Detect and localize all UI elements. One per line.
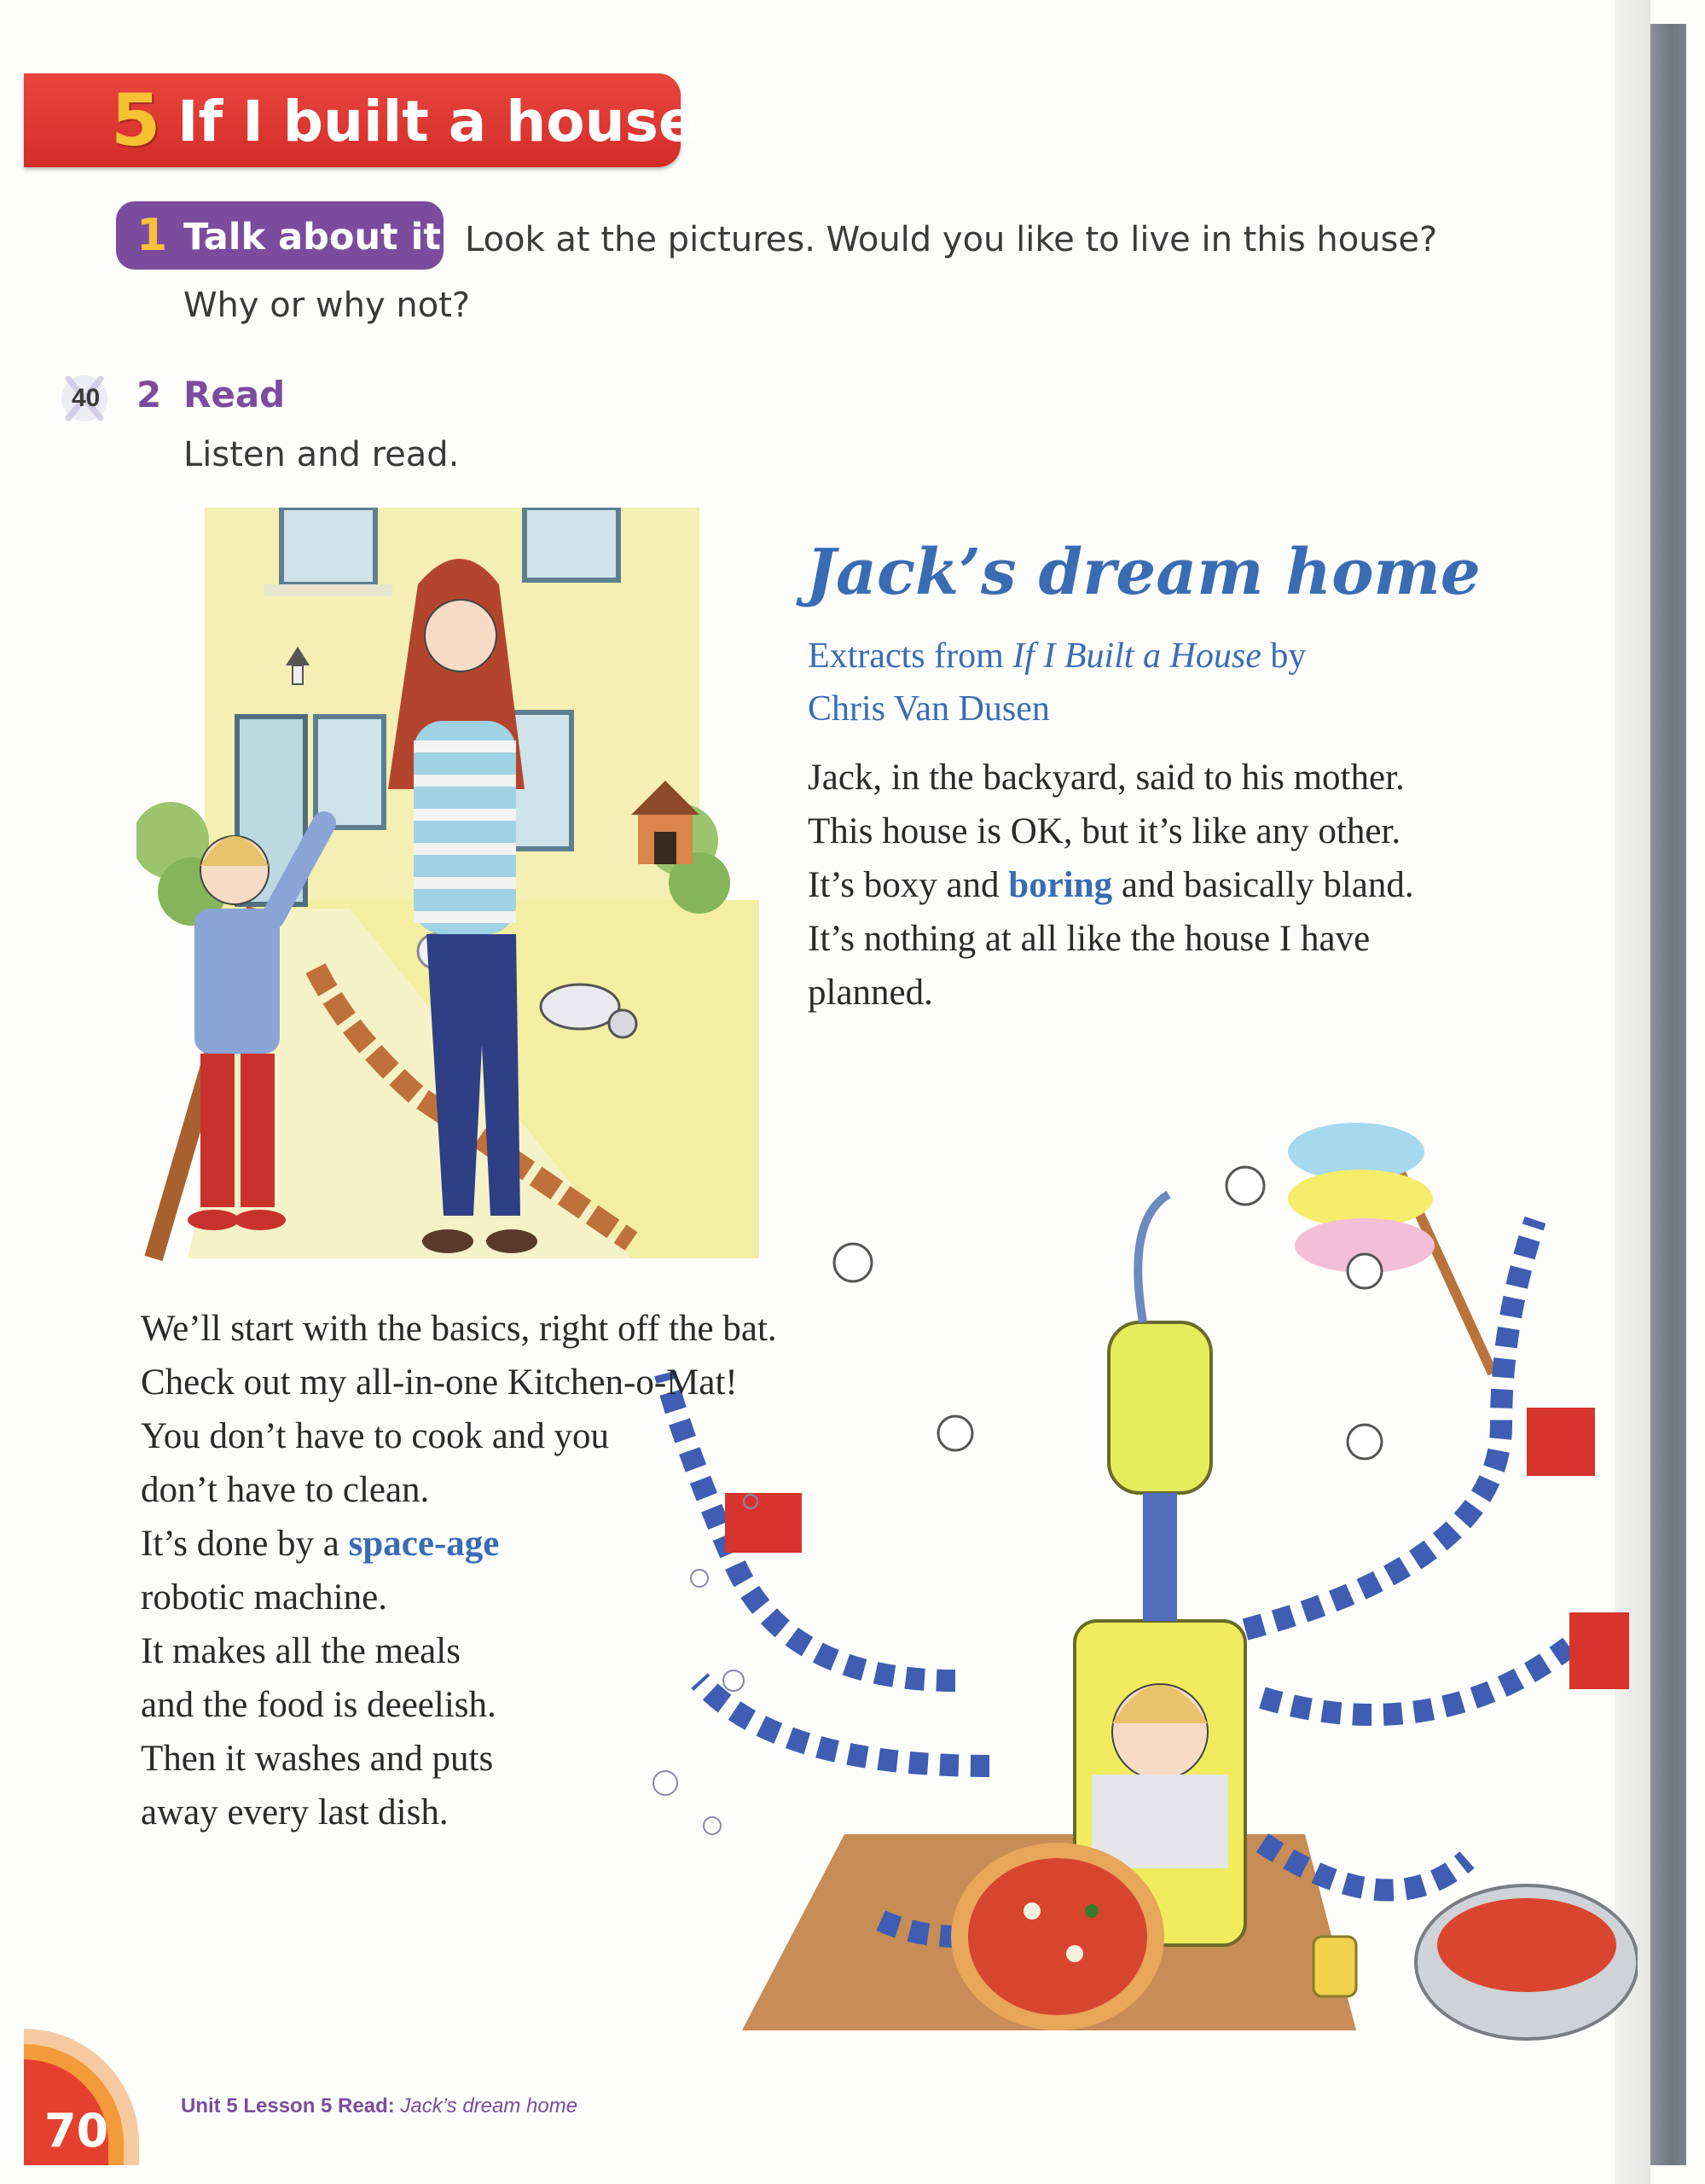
read-number: 2 [136,374,162,415]
poem-line: don’t have to clean. [141,1470,430,1510]
footer-lesson-title: Jack’s dream home [400,2094,578,2117]
page-edge-bar [1650,24,1686,2165]
poem-line: away every last dish. [141,1792,449,1833]
poem-line: It’s boxy and boring and basically bland. [808,865,1414,905]
poem-line: It’s nothing at all like the house I have [808,919,1371,959]
credit-book-title: If I Built a House [1012,636,1261,676]
read-label: Read [183,374,286,415]
talk-about-it-instruction: Look at the pictures. Would you like to live in this house? [465,220,1438,259]
poem-line: It makes all the meals [141,1631,461,1671]
audio-track-number: 40 [72,384,101,412]
poem-line: It’s done by a space-age [141,1524,500,1564]
poem-line: This house is OK, but it’s like any other. [808,811,1401,851]
poem-line: planned. [808,973,933,1013]
story-credit [808,630,1456,735]
stanza-1 [808,751,1414,1019]
talk-about-it-label: Talk about it [183,216,441,258]
story-title: Jack’s dream home [806,536,1481,609]
stanza-2 [141,1302,777,1839]
talk-about-it-instruction-2: Why or why not? [183,286,471,325]
poem-line: and the food is deeelish. [141,1685,496,1725]
keyword-space-age: space-age [348,1524,500,1564]
credit-prefix: Extracts from [808,636,1013,676]
poem-line: robotic machine. [141,1577,387,1618]
footer-lesson-ref [181,2094,577,2118]
unit-number: 5 [111,78,161,162]
poem-line: Check out my all-in-one Kitchen-o-Mat! [141,1362,738,1403]
poem-line: Then it washes and puts [141,1739,494,1779]
unit-title: If I built a house [177,89,697,154]
credit-author: Chris Van Dusen [808,689,1050,729]
talk-about-it-number: 1 [136,210,168,261]
credit-by: by [1261,636,1307,676]
keyword-boring: boring [1008,865,1113,905]
poem-line: Jack, in the backyard, said to his mother. [808,758,1405,798]
poem-line: We’ll start with the basics, right off the bat. [141,1309,777,1349]
poem-line: You don’t have to cook and you [141,1416,610,1456]
footer-lesson-label: Unit 5 Lesson 5 Read: [181,2094,395,2117]
page-number: 70 [44,2104,109,2158]
read-instruction: Listen and read. [183,435,460,474]
